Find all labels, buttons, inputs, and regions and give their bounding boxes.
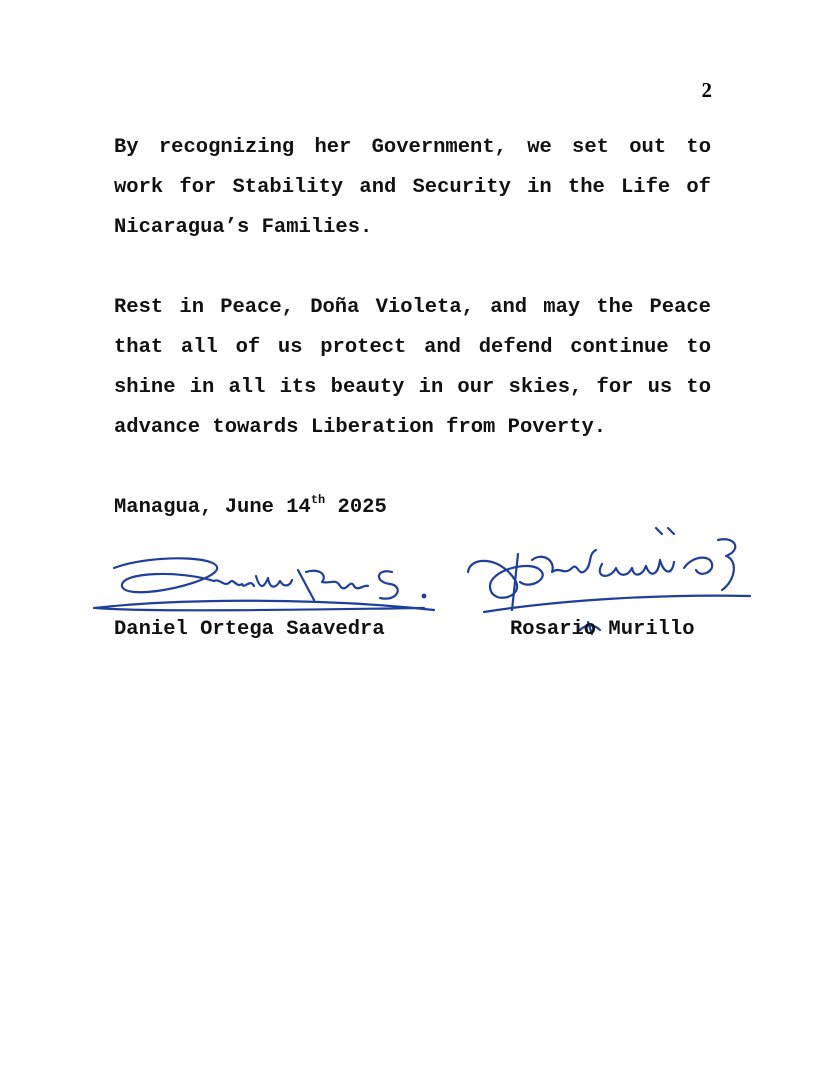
- dateline-year: 2025: [325, 496, 387, 519]
- dateline: [114, 488, 387, 528]
- paragraph-recognition: By recognizing her Government, we set out to work for Stability and Security in the Life of Nicaragua’s Families.: [114, 136, 711, 239]
- dateline-place-date: Managua, June 14: [114, 496, 311, 519]
- paragraph-rest-in-peace: Rest in Peace, Doña Violeta, and may the Peace that all of us protect and defend continue to shine in all its beauty in our skies, for us to advance towards Liberation from Poverty.: [114, 296, 711, 439]
- dateline-ordinal-suffix: th: [310, 493, 326, 507]
- page-number: 2: [701, 78, 712, 102]
- signatory-name-rosario-murillo: Rosario Murillo: [510, 618, 695, 641]
- signatory-name-daniel-ortega: Daniel Ortega Saavedra: [114, 618, 385, 641]
